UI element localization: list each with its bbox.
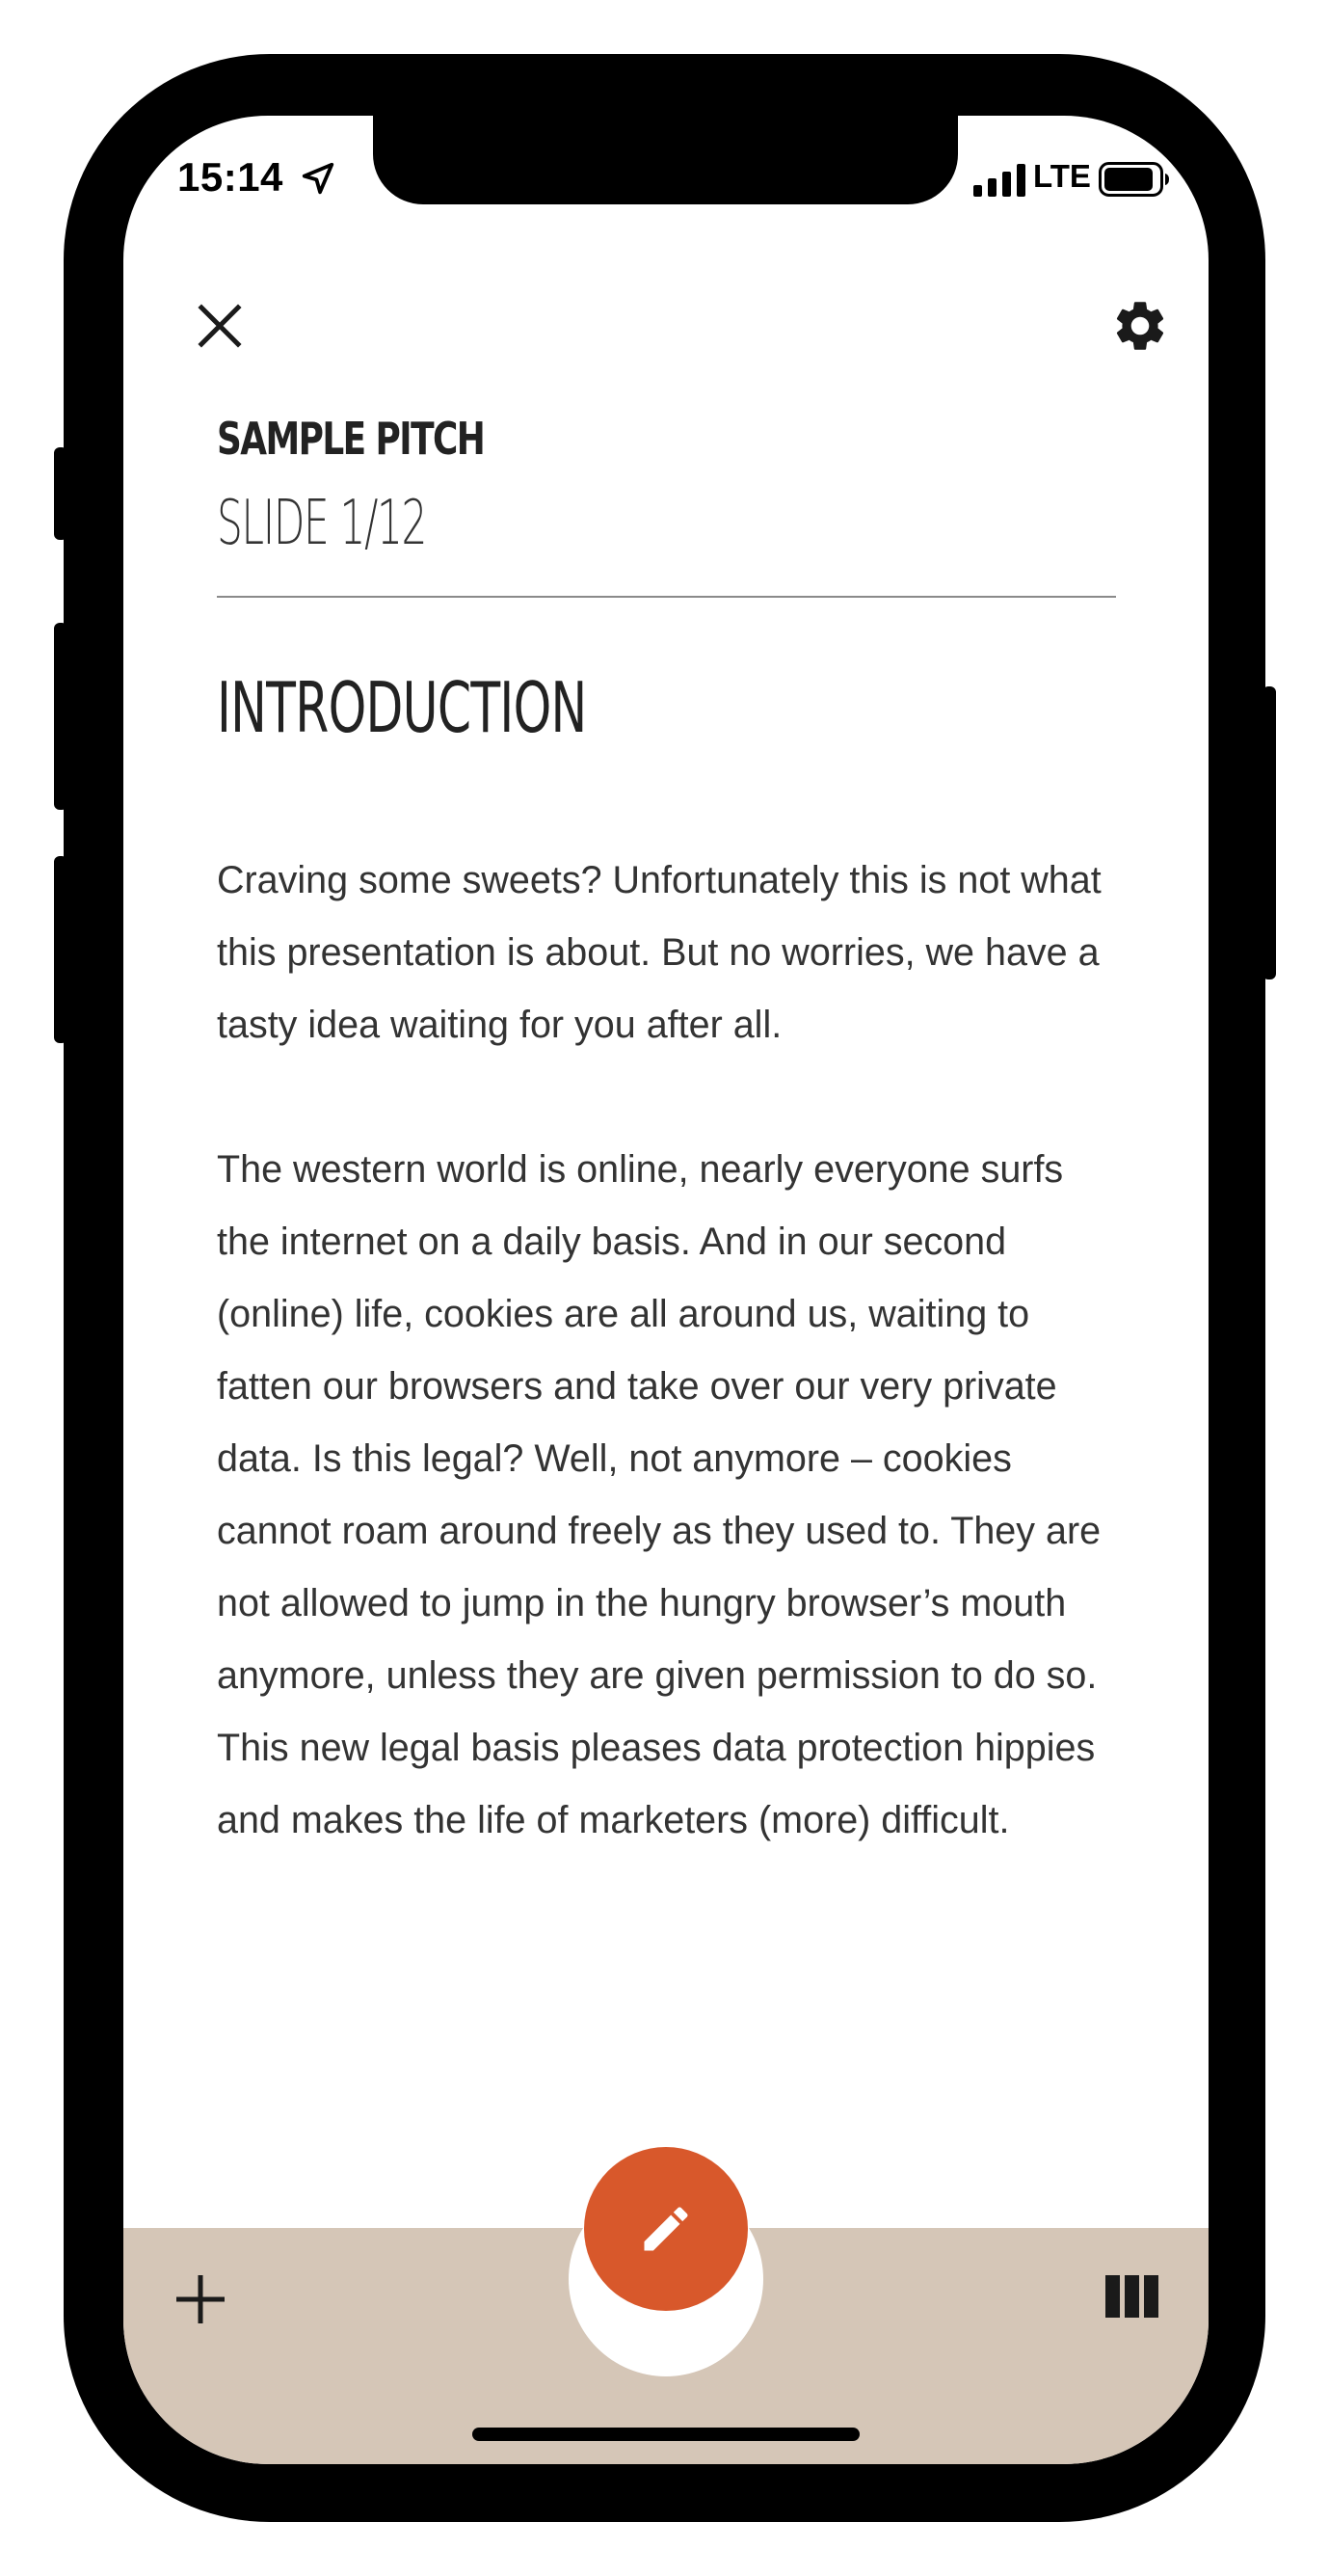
volume-down-button bbox=[54, 856, 67, 1043]
home-indicator[interactable] bbox=[472, 2428, 860, 2441]
slide-body bbox=[217, 845, 1123, 1929]
close-icon[interactable] bbox=[191, 297, 249, 355]
volume-up-button bbox=[54, 623, 67, 810]
status-time: 15:14 bbox=[177, 154, 283, 200]
slide-counter: SLIDE 1/12 bbox=[217, 488, 427, 559]
mute-switch bbox=[54, 447, 67, 540]
battery-icon bbox=[1099, 162, 1170, 197]
pitch-title: SAMPLE PITCH bbox=[217, 413, 485, 465]
location-arrow-icon bbox=[300, 160, 336, 197]
app-screen bbox=[123, 116, 1209, 2464]
columns-icon[interactable] bbox=[1105, 2275, 1159, 2318]
header-divider bbox=[217, 596, 1116, 598]
slide-paragraph: Craving some sweets? Unfortunately this is not what this presentation is about. But no worries, we have a tasty idea waiting for you after all. bbox=[217, 859, 1102, 1046]
network-type: LTE bbox=[1033, 158, 1091, 194]
gear-icon[interactable] bbox=[1110, 296, 1170, 356]
pencil-icon bbox=[637, 2200, 695, 2258]
notch bbox=[373, 116, 958, 204]
cellular-signal-icon bbox=[973, 164, 1027, 197]
slide-paragraph: The western world is online, nearly everyone surfs the internet on a daily basis. And in our second (online) life, cookies are all around us, waiting to fatten our browsers and take over our very private data. Is this legal? Well, not anymore – cookies cannot roam around freely as they used to. They are not allowed to jump in the hungry browser’s mouth anymore, unless they are given permission to do so. This new legal basis pleases data protection hippies and makes the life of marketers (more) difficult. bbox=[217, 1148, 1102, 1841]
power-button bbox=[1263, 686, 1276, 979]
slide-heading: INTRODUCTION bbox=[217, 667, 587, 748]
plus-icon[interactable] bbox=[172, 2270, 229, 2328]
edit-button[interactable] bbox=[584, 2147, 748, 2311]
